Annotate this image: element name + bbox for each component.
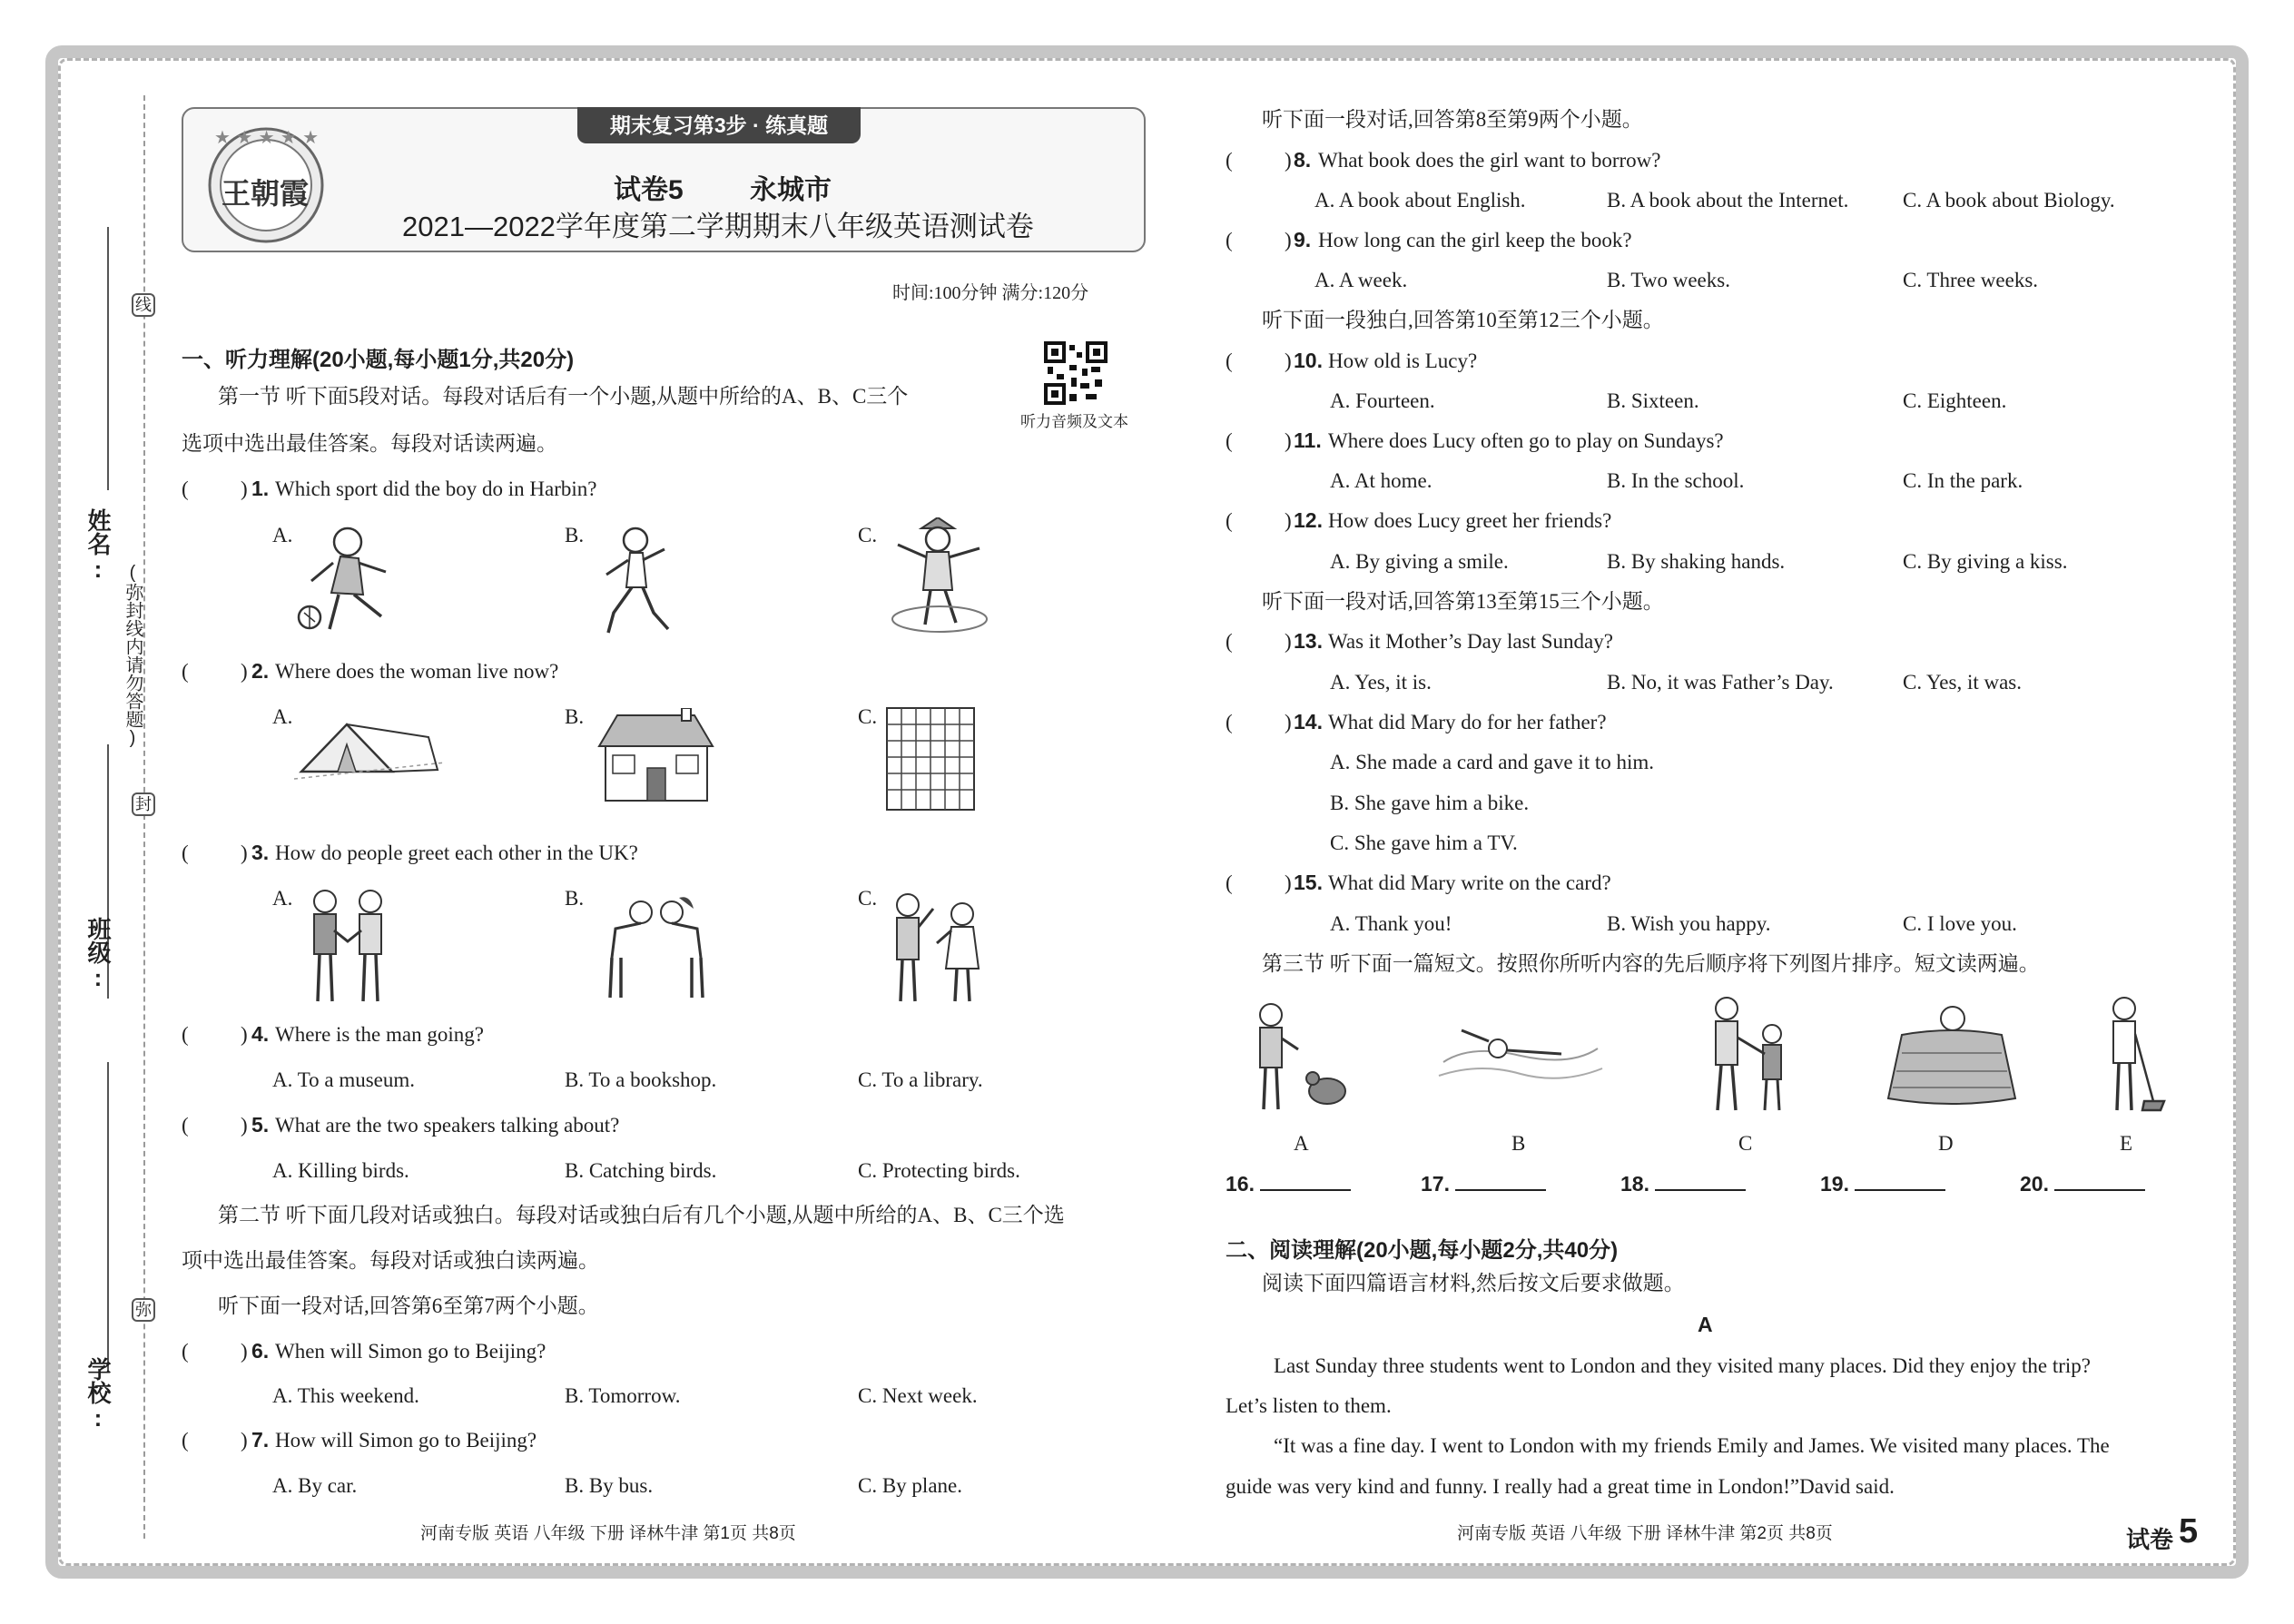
binding-mark-xian: 线 xyxy=(132,293,155,317)
question-text: Where is the man going? xyxy=(275,1023,484,1046)
dialogue-13-15-intro: 听下面一段对话,回答第13至第15三个小题。 xyxy=(1262,590,1664,613)
answer-blank-20[interactable] xyxy=(2020,1173,2145,1195)
answer-bracket-close: ) xyxy=(1285,630,1292,653)
option-b[interactable]: B. xyxy=(565,887,585,910)
option-c[interactable]: C. xyxy=(858,705,878,728)
logo-text: 王朝霞 xyxy=(222,177,310,210)
section2-title: 二、阅读理解(20小题,每小题2分,共40分) xyxy=(1226,1238,1619,1263)
answer-blank-19[interactable] xyxy=(1820,1173,1945,1195)
passage-label: A xyxy=(1698,1313,1713,1336)
option-b[interactable]: B. By bus. xyxy=(565,1474,654,1497)
blank-number: 16. xyxy=(1226,1172,1255,1196)
question-text: What book does the girl want to borrow? xyxy=(1318,149,1661,172)
answer-bracket[interactable]: ( xyxy=(1226,149,1233,172)
qr-code-icon[interactable] xyxy=(1044,341,1108,405)
question-number: 4. xyxy=(251,1022,270,1046)
part3-instruction: 第三节 听下面一篇短文。按照你所听内容的先后顺序将下列图片排序。短文读两遍。 xyxy=(1262,952,2040,975)
option-c[interactable]: C. By giving a kiss. xyxy=(1903,550,2068,573)
boy-skating-image xyxy=(885,517,994,640)
option-a[interactable]: A. xyxy=(272,705,293,728)
option-c[interactable]: C. Eighteen. xyxy=(1903,389,2007,412)
answer-bracket[interactable]: ( xyxy=(182,1340,189,1363)
answer-bracket-close: ) xyxy=(241,1340,248,1363)
answer-bracket-close: ) xyxy=(1285,149,1292,172)
option-a[interactable]: A. Killing birds. xyxy=(272,1159,409,1182)
boy-in-bed-image xyxy=(1884,999,2020,1112)
header-banner: 期末复习第3步 · 练真题 xyxy=(577,107,861,143)
answer-blank-17[interactable] xyxy=(1421,1173,1546,1195)
boy-sweeping-image xyxy=(2088,994,2170,1117)
option-c[interactable]: C. A book about Biology. xyxy=(1903,189,2115,212)
answer-bracket[interactable]: ( xyxy=(1226,871,1233,894)
school-label: 学校: xyxy=(84,1357,112,1432)
answer-bracket[interactable]: ( xyxy=(1226,429,1233,452)
blank-line[interactable] xyxy=(1260,1173,1351,1191)
question-number: 15. xyxy=(1294,871,1323,894)
question-number: 6. xyxy=(251,1339,270,1363)
question-number: 1. xyxy=(251,477,270,500)
answer-bracket-close: ) xyxy=(1285,429,1292,452)
name-underline xyxy=(107,227,109,490)
answer-bracket[interactable]: ( xyxy=(1226,711,1233,733)
blank-number: 20. xyxy=(2020,1172,2049,1196)
answer-bracket[interactable]: ( xyxy=(182,1429,189,1452)
svg-text:★ ★ ★ ★ ★: ★ ★ ★ ★ ★ xyxy=(214,126,320,148)
question-text: What are the two speakers talking about? xyxy=(275,1114,620,1137)
answer-bracket-close: ) xyxy=(241,842,248,864)
answer-bracket[interactable]: ( xyxy=(1226,349,1233,372)
paper-number-footer: 5 xyxy=(2179,1512,2199,1550)
school-underline xyxy=(107,1062,109,1371)
question-text: What did Mary write on the card? xyxy=(1328,871,1611,894)
option-b[interactable]: B. She gave him a bike. xyxy=(1330,792,1530,814)
dialogue-6-7-intro: 听下面一段对话,回答第6至第7两个小题。 xyxy=(218,1294,599,1317)
blank-line[interactable] xyxy=(1855,1173,1945,1191)
option-c[interactable]: C. In the park. xyxy=(1903,469,2023,492)
option-c[interactable]: C. Yes, it was. xyxy=(1903,671,2023,694)
answer-bracket[interactable]: ( xyxy=(1226,630,1233,653)
blank-number: 19. xyxy=(1820,1172,1849,1196)
question-number: 5. xyxy=(251,1113,270,1137)
blank-line[interactable] xyxy=(1655,1173,1746,1191)
option-a[interactable]: A. This weekend. xyxy=(272,1384,419,1407)
question-text: How old is Lucy? xyxy=(1328,349,1478,372)
answer-bracket-close: ) xyxy=(241,1429,248,1452)
question-number: 13. xyxy=(1294,629,1323,653)
answer-bracket-close: ) xyxy=(1285,229,1292,251)
pic-label-b: B xyxy=(1511,1132,1526,1155)
question-text: Where does the woman live now? xyxy=(275,660,559,683)
question-number: 3. xyxy=(251,841,270,864)
question-text: Where does Lucy often go to play on Sundays? xyxy=(1328,429,1724,452)
question-text: Which sport did the boy do in Harbin? xyxy=(275,477,597,500)
time-info: 时间:100分钟 满分:120分 xyxy=(892,283,1089,303)
option-b[interactable]: B. xyxy=(565,524,585,546)
boy-running-image xyxy=(590,522,681,640)
option-b[interactable]: B. By shaking hands. xyxy=(1607,550,1786,573)
header-logo xyxy=(198,116,334,245)
question-text: What did Mary do for her father? xyxy=(1328,711,1607,733)
blank-line[interactable] xyxy=(2054,1173,2145,1191)
option-b[interactable]: B. Tomorrow. xyxy=(565,1384,681,1407)
question-text: How do people greet each other in the UK? xyxy=(275,842,638,864)
answer-blank-18[interactable] xyxy=(1620,1173,1746,1195)
blank-number: 18. xyxy=(1620,1172,1649,1196)
part1-instruction-2: 选项中选出最佳答案。每段对话读两遍。 xyxy=(182,432,557,455)
question-number: 2. xyxy=(251,659,270,683)
option-b[interactable]: B. In the school. xyxy=(1607,469,1745,492)
name-label: 姓名: xyxy=(84,508,112,583)
question-number: 10. xyxy=(1294,349,1323,372)
question-text: Was it Mother’s Day last Sunday? xyxy=(1328,630,1613,653)
option-b[interactable]: B. Two weeks. xyxy=(1607,269,1730,291)
section2-instruction: 阅读下面四篇语言材料,然后按文后要求做题。 xyxy=(1262,1272,1685,1294)
answer-bracket[interactable]: ( xyxy=(1226,229,1233,251)
binding-note: (弥封线内请勿答题) xyxy=(123,563,143,748)
passage-paragraph-1-line-2: Let’s listen to them. xyxy=(1226,1394,1392,1417)
apartment-building-image xyxy=(885,706,976,811)
binding-mark-mi: 弥 xyxy=(132,1298,155,1322)
part2-instruction-1: 第二节 听下面几段对话或独白。每段对话或独白后有几个小题,从题中所给的A、B、C三个选 xyxy=(218,1204,1065,1226)
option-a[interactable]: A. A week. xyxy=(1314,269,1408,291)
qr-caption: 听力音频及文本 xyxy=(1020,413,1128,430)
option-c[interactable]: C. Next week. xyxy=(858,1384,978,1407)
part1-instruction-1: 第一节 听下面5段对话。每段对话后有一个小题,从题中所给的A、B、C三个 xyxy=(218,385,909,408)
tent-image xyxy=(292,717,447,785)
part2-instruction-2: 项中选出最佳答案。每段对话或独白读两遍。 xyxy=(182,1249,599,1272)
option-a[interactable]: A. To a museum. xyxy=(272,1068,416,1091)
footer-right: 河南专版 英语 八年级 下册 译林牛津 第2页 共8页 xyxy=(1457,1524,1833,1543)
option-a[interactable]: A. Yes, it is. xyxy=(1330,671,1432,694)
paper-title: 2021—2022学年度第二学期期末八年级英语测试卷 xyxy=(402,211,1034,242)
question-number: 9. xyxy=(1294,228,1312,251)
question-text: How long can the girl keep the book? xyxy=(1318,229,1632,251)
boy-playing-football-image xyxy=(295,522,418,640)
shaking-hands-image xyxy=(298,885,398,1008)
class-label: 班级: xyxy=(84,917,112,991)
passage-paragraph-2-line-2: guide was very kind and funny. I really had a great time in London!”David said. xyxy=(1226,1475,1895,1498)
option-c[interactable]: C. To a library. xyxy=(858,1068,983,1091)
option-c[interactable]: C. Three weeks. xyxy=(1903,269,2039,291)
boy-feeding-chicken-image xyxy=(1244,999,1353,1117)
answer-bracket-close: ) xyxy=(241,477,248,500)
question-number: 11. xyxy=(1294,428,1322,452)
bowing-image xyxy=(588,885,724,1003)
paper-label: 试卷 xyxy=(2126,1526,2174,1553)
blank-number: 17. xyxy=(1421,1172,1450,1196)
footer-left: 河南专版 英语 八年级 下册 译林牛津 第1页 共8页 xyxy=(420,1524,796,1543)
passage-paragraph-1-line-1: Last Sunday three students went to London and they visited many places. Did they enjoy the trip? xyxy=(1274,1354,2091,1377)
option-a[interactable]: A. She made a card and gave it to him. xyxy=(1330,751,1655,773)
option-c[interactable]: C. I love you. xyxy=(1903,912,2017,935)
option-c[interactable]: C. xyxy=(858,887,878,910)
answer-bracket-close: ) xyxy=(241,1114,248,1137)
option-c[interactable]: C. By plane. xyxy=(858,1474,962,1497)
dialogue-8-9-intro: 听下面一段对话,回答第8至第9两个小题。 xyxy=(1262,108,1643,131)
option-a[interactable]: A. A book about English. xyxy=(1314,189,1526,212)
option-b[interactable]: B. To a bookshop. xyxy=(565,1068,717,1091)
option-a[interactable]: A. At home. xyxy=(1330,469,1433,492)
question-number: 8. xyxy=(1294,148,1312,172)
option-b[interactable]: B. No, it was Father’s Day. xyxy=(1607,671,1834,694)
answer-bracket-close: ) xyxy=(241,1023,248,1046)
answer-bracket-close: ) xyxy=(1285,509,1292,532)
option-a[interactable]: A. By giving a smile. xyxy=(1330,550,1509,573)
option-c[interactable]: C. Protecting birds. xyxy=(858,1159,1020,1182)
passage-paragraph-2-line-1: “It was a fine day. I went to London with my friends Emily and James. We visited many places. The xyxy=(1274,1434,2110,1457)
option-a[interactable]: A. Fourteen. xyxy=(1330,389,1435,412)
option-b[interactable]: B. A book about the Internet. xyxy=(1607,189,1849,212)
pic-label-e: E xyxy=(2120,1132,2133,1155)
answer-bracket[interactable]: ( xyxy=(182,477,189,500)
option-a[interactable]: A. By car. xyxy=(272,1474,358,1497)
house-image xyxy=(595,708,717,803)
question-number: 12. xyxy=(1294,508,1323,532)
monologue-10-12-intro: 听下面一段独白,回答第10至第12三个小题。 xyxy=(1262,309,1664,331)
option-a[interactable]: A. xyxy=(272,524,293,546)
answer-blank-16[interactable] xyxy=(1226,1173,1351,1195)
question-number: 7. xyxy=(251,1428,270,1452)
option-c[interactable]: C. xyxy=(858,524,878,546)
answer-bracket[interactable]: ( xyxy=(182,842,189,864)
option-b[interactable]: B. Sixteen. xyxy=(1607,389,1699,412)
pic-label-d: D xyxy=(1938,1132,1954,1155)
answer-bracket-close: ) xyxy=(241,660,248,683)
answer-bracket-close: ) xyxy=(1285,871,1292,894)
option-a[interactable]: A. xyxy=(272,887,293,910)
question-text: How does Lucy greet her friends? xyxy=(1328,509,1612,532)
paper-number: 试卷5 xyxy=(614,175,684,205)
section1-title: 一、听力理解(20小题,每小题1分,共20分) xyxy=(182,348,575,372)
answer-bracket-close: ) xyxy=(1285,349,1292,372)
option-b[interactable]: B. Wish you happy. xyxy=(1607,912,1771,935)
binding-mark-feng: 封 xyxy=(132,792,155,816)
paper-city: 永城市 xyxy=(750,175,832,205)
answer-bracket[interactable]: ( xyxy=(182,660,189,683)
question-text: When will Simon go to Beijing? xyxy=(275,1340,546,1363)
kissing-greeting-image xyxy=(881,885,989,1008)
father-and-son-walking-image xyxy=(1689,994,1807,1117)
option-b[interactable]: B. xyxy=(565,705,585,728)
pic-label-a: A xyxy=(1294,1132,1309,1155)
boy-swimming-image xyxy=(1434,1012,1607,1098)
answer-bracket[interactable]: ( xyxy=(182,1023,189,1046)
option-c[interactable]: C. She gave him a TV. xyxy=(1330,832,1518,854)
question-text: How will Simon go to Beijing? xyxy=(275,1429,537,1452)
question-number: 14. xyxy=(1294,710,1323,733)
pic-label-c: C xyxy=(1738,1132,1753,1155)
answer-bracket[interactable]: ( xyxy=(1226,509,1233,532)
answer-bracket-close: ) xyxy=(1285,711,1292,733)
option-a[interactable]: A. Thank you! xyxy=(1330,912,1452,935)
blank-line[interactable] xyxy=(1455,1173,1546,1191)
option-b[interactable]: B. Catching birds. xyxy=(565,1159,717,1182)
answer-bracket[interactable]: ( xyxy=(182,1114,189,1137)
